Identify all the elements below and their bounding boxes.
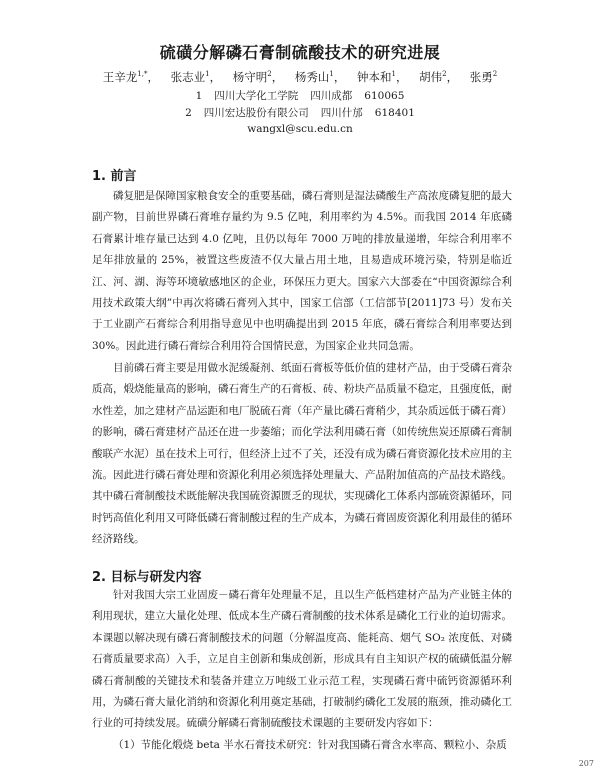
affiliation-place: 四川什邡 bbox=[320, 107, 363, 119]
author: 杨秀山$^1$， bbox=[294, 70, 346, 84]
author-name: 钟本和 bbox=[357, 70, 392, 84]
author-affiliation-mark: 2 bbox=[442, 70, 447, 79]
affiliation-place: 四川成都 bbox=[310, 90, 353, 102]
author-list bbox=[0, 69, 600, 85]
author-affiliation-mark: 2 bbox=[267, 70, 272, 79]
page-number: 207 bbox=[578, 759, 594, 768]
author-name: 王辛龙 bbox=[102, 70, 138, 84]
paper-title: 硫磺分解磷石膏制硫酸技术的研究进展 bbox=[159, 43, 441, 62]
author: 张志业$^1$， bbox=[170, 70, 222, 84]
affiliation-org: 四川大学化工学院 bbox=[214, 90, 299, 102]
contact-email: wangxl@scu.edu.cn bbox=[247, 123, 353, 135]
author-affiliation-mark: 1 bbox=[391, 70, 396, 79]
author: 胡伟$^2$， bbox=[419, 70, 459, 84]
affiliation-postcode: 618401 bbox=[374, 107, 415, 119]
affiliation-number: 1 bbox=[195, 90, 203, 102]
author-affiliation-mark: 1 bbox=[329, 70, 334, 79]
author-name: 杨秀山 bbox=[294, 70, 330, 84]
author bbox=[470, 70, 497, 84]
section-heading: 1. 前言 bbox=[92, 169, 137, 184]
author-name: 张勇 bbox=[469, 70, 493, 84]
body-paragraph: 针对我国大宗工业固废－磷石膏年处理量不足，且以生产低档建材产品为产业链主体的利用现状，建立大量化处理、低成本生产磷石膏制酸的技术体系是磷化工行业的迫切需求。本课题以解决现有磷石膏制酸技术的问题（分解温度高、能耗高、烟气 SO₂ 浓度低、对磷石膏质量要求高）入手，立足自主创新和集成创新，形成具有自主知识产权的硫磺低温分解磷石膏制酸的关键技术和装备并建立万吨级工业示范工程，实现磷石膏中硫钙资源循环利用，为磷石膏大量化消纳和资源化利用奠定基础，打破制约磷化工发展的瓶颈，推动磷化工行业的可持续发展。硫磺分解磷石膏制硫酸技术课题的主要研发内容如下： bbox=[92, 589, 512, 730]
body-paragraph: 目前磷石膏主要是用做水泥缓凝剂、纸面石膏板等低价值的建材产品，由于受磷石膏杂质高，煅烧能量高的影响，磷石膏生产的石膏板、砖、粉块产品质量不稳定，且强度低，耐水性差，加之建材产品运距和电厂脱硫石膏（年产量比磷石膏稍少，其杂质远低于磷石膏）的影响，磷石膏建材产品还在进一步萎缩；而化学法利用磷石膏（如传统焦炭还原磷石膏制酸联产水泥）虽在技术上可行，但经济上过不了关，还没有成为磷石膏资源化技术应用的主流。因此进行磷石膏处理和资源化利用必须选择处理量大、产品附加值高的产品技术路线。其中磷石膏制酸技术既能解决我国硫资源匮乏的现状，实现磷化工体系内部硫资源循环，同时钙高值化利用又可降低磷石膏制酸过程的生产成本，为磷石膏固废资源化利用最佳的循环经济路线。 bbox=[92, 362, 512, 546]
author-affiliation-mark: 1 bbox=[205, 70, 210, 79]
body-paragraph: 磷复肥是保障国家粮食安全的重要基础，磷石膏则是湿法磷酸生产高浓度磷复肥的最大副产物，目前世界磷石膏堆存量约为 9.5 亿吨，利用率约为 4.5%。而我国 2014 年底磷石膏累计堆存量已达到 4.0 亿吨，且仍以每年 7000 万吨的排放量递增，年综合利用率不足年排放量的 25%，被置这些废渣不仅大量占用土地，且易造成环境污染，特别是临近江、河、湖、海等环境敏感地区的企业，环保压力更大。国家六大部委在“中国资源综合利用技术政策大纲”中再次将磷石膏列入其中，国家工信部（工信部节[2011]73 号）发布关于工业副产石膏综合利用指导意见中也明确提出到 2015 年底，磷石膏综合利用率要达到 30%。因此进行磷石膏综合利用符合国情民意，为国家企业共同急需。 bbox=[92, 190, 512, 352]
affiliation-org: 四川宏达股份有限公司 bbox=[203, 107, 309, 119]
affiliation-line bbox=[0, 88, 600, 103]
author: 王辛龙$^{1,*}$， bbox=[102, 70, 159, 84]
author-affiliation-mark: 1,* bbox=[137, 70, 148, 79]
author-name: 张志业 bbox=[170, 70, 206, 84]
author-affiliation-mark: 2 bbox=[492, 70, 498, 79]
affiliation-number: 2 bbox=[185, 107, 192, 119]
author-name: 胡伟 bbox=[419, 70, 443, 84]
section-heading: 2. 目标与研发内容 bbox=[92, 570, 202, 585]
author-name: 杨守明 bbox=[232, 70, 268, 84]
author: 杨守明$^2$， bbox=[232, 70, 284, 84]
affiliation-postcode: 610065 bbox=[364, 90, 405, 102]
affiliation-line bbox=[0, 105, 600, 120]
author: 钟本和$^1$， bbox=[357, 70, 408, 84]
numbered-item: （1）节能化煅烧 beta 半水石膏技术研究：针对我国磷石膏含水率高、颗粒小、杂质 bbox=[113, 739, 507, 751]
